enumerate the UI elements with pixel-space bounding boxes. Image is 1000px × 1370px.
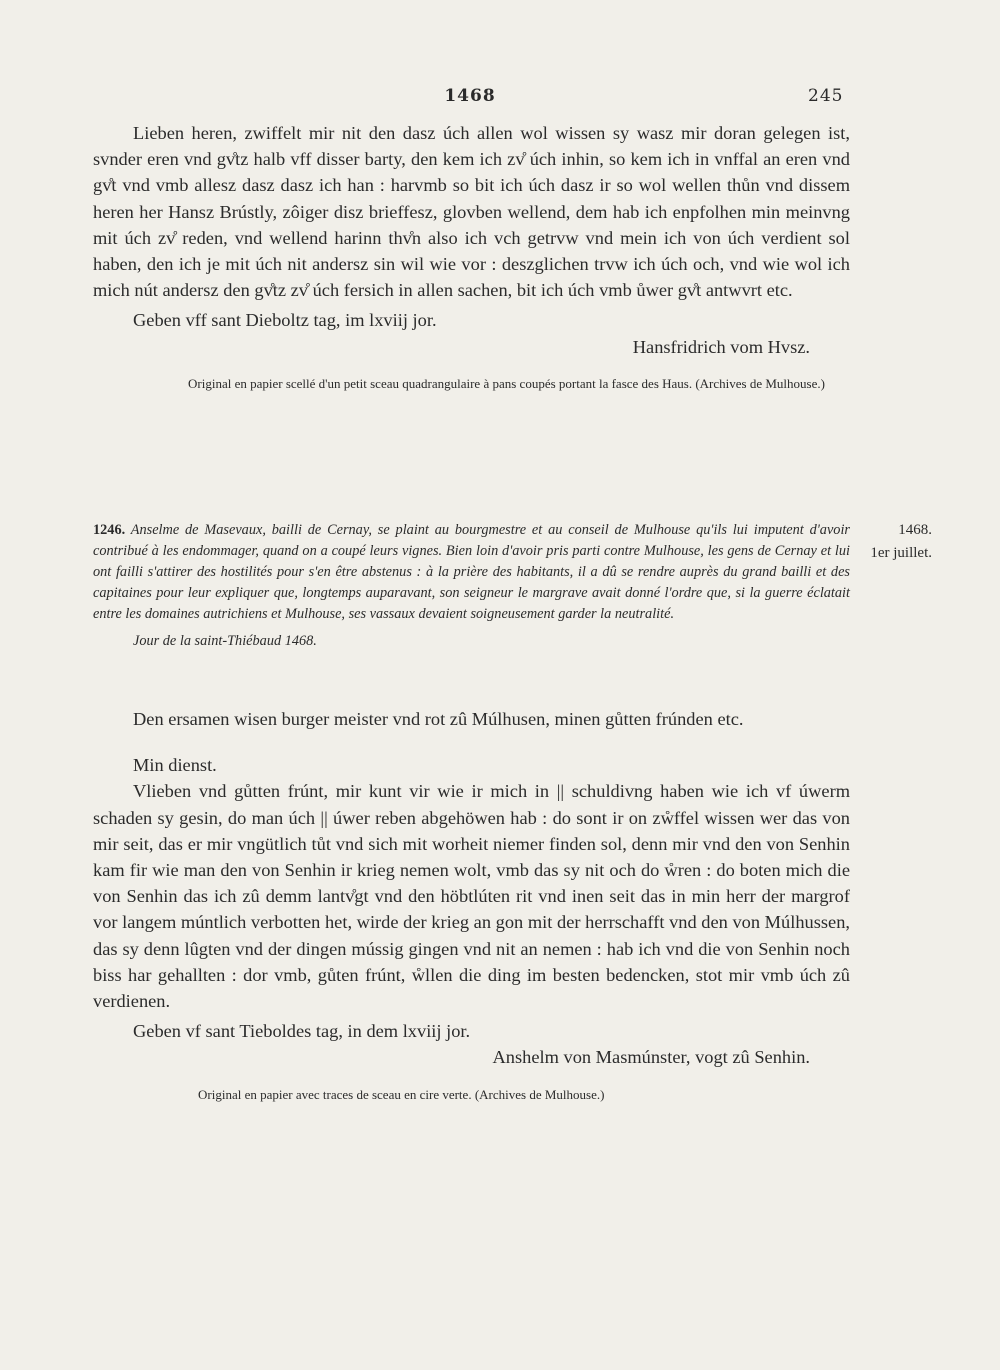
letter-1-date: Geben vff sant Dieboltz tag, im lxviij jor. bbox=[133, 310, 437, 331]
entry-number: 1246. bbox=[93, 522, 126, 538]
page-number: 245 bbox=[808, 86, 844, 106]
letter-1-body: Lieben heren, zwiffelt mir nit den dasz úch allen wol wissen sy wasz mir doran gelegen ist, svnder eren vnd gv̊tz halb vff disser barty, den kem ich zv̊ úch inhin, so kem ich in vnffal an eren vnd gv̊t vnd vmb allesz dasz dasz ich han : harvmb so bit ich úch dasz ir so wol wellen thůn vnd dissem heren her Hansz Brústly, zôiger disz brieffesz, glovben wellend, dem hab ich enpfolhen min meinvng mit úch zv̊ reden, vnd wellend harinn thv̊n also ich vch getrvw vnd mein ich von úch verdient sol haben, den ich je mit úch nit andersz sin wil wie vor : deszglichen trvw ich úch och, vnd wie wol ich mich nút andersz den gv̊tz zv̊ úch fersich in allen sachen, bit ich úch vmb ůwer gv̊t antwvrt etc. bbox=[93, 123, 850, 301]
letter-1-signature: Hansfridrich vom Hvsz. bbox=[632, 336, 810, 357]
entry-1246 bbox=[93, 520, 850, 652]
margin-day: 1er juillet. bbox=[870, 545, 932, 561]
letter-2-greeting: Min dienst. bbox=[133, 755, 217, 776]
letter-2-source-note: Original en papier avec traces de sceau en cire verte. (Archives de Mulhouse.) bbox=[198, 1086, 605, 1102]
letter-1 bbox=[93, 120, 850, 393]
letter-2-date: Geben vf sant Tieboldes tag, in dem lxviij jor. bbox=[133, 1021, 471, 1042]
letter-2-signature: Anshelm von Masmúnster, vogt zû Senhin. bbox=[492, 1047, 810, 1068]
letter-1-source-note: Original en papier scellé d'un petit sceau quadrangulaire à pans coupés portant la fasce des Haus. (Archives de Mulhouse.) bbox=[188, 375, 825, 391]
letter-2-address: Den ersamen wisen burger meister vnd rot zû Múlhusen, minen gůtten frúnden etc. bbox=[133, 709, 744, 729]
entry-summary: 1246. Anselme de Masevaux, bailli de Cernay, se plaint au bourgmestre et au conseil de Mulhouse qu'ils lui imputent d'avoir contribué à les endommager, quand on a coupé leurs vignes. Bien loin d'avoir pris parti contre Mulhouse, les gens de Cernay et lui ont failli s'attirer des hostilités pour s'en être abstenus : à la prière des habitants, il a dû se rendre auprès du grand bailli et des capitaines pour leur expliquer que, longtemps auparavant, son seigneur le margrave avait donné l'ordre que, si la guerre éclatait entre les domaines autrichiens et Mulhouse, ses vassaux devaient soigneusement garder la neutralité. bbox=[93, 522, 850, 622]
letter-2 bbox=[93, 706, 850, 1104]
header-year: 1468 bbox=[444, 86, 496, 106]
letter-2-body: Vlieben vnd gůtten frúnt, mir kunt vir wie ir mich in || schuldivng haben wie ich vf úwerm schaden sy gesin, do man úch || úwer reben abgehöwen hab : do sont ir on zẘffel wissen wer das von mir seit, das er mir vngütlich tůt vnd sich mit worheit niemer finden sol, denn mir vnd den von Senhin kam fir wie man den von Senhin ir krieg nemen wolt, vmb das sy nit och do ẘren : do boten mich die von Senhin das ich zû demm lantv̊gt vnd den höbtlúten rit vnd inen seit das in min herr der margrof vor langem múntlich verbotten het, wirde der krieg an gon mit der herrschafft vnd den von Múlhussen, das sy denn lûgten vnd der dingen mússig gingen vnd nit an nemen : hab ich vnd die von Senhin noch biss har gehallten : dor vmb, gůten frúnt, ẘllen die ding im besten bedencken, stot mir vmb úch zû verdienen. bbox=[93, 781, 850, 1012]
entry-dateline: Jour de la saint-Thiébaud 1468. bbox=[133, 633, 317, 649]
margin-year: 1468. bbox=[898, 522, 932, 538]
